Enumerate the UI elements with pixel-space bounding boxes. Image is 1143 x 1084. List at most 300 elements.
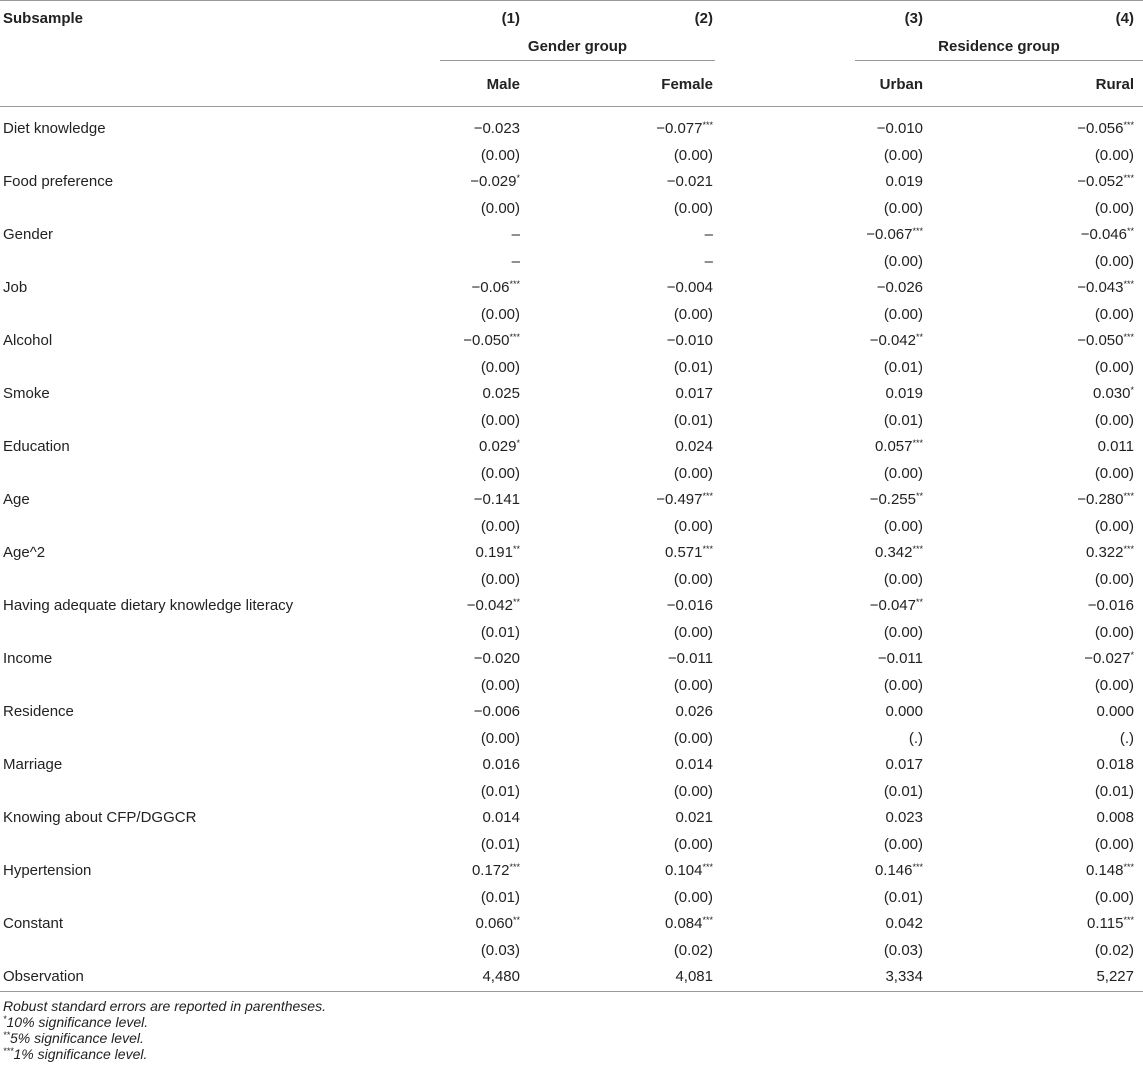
coef-value: −0.006 [473, 703, 520, 720]
table-row-observation [0, 964, 1143, 991]
coef-value: 0.011 [1097, 438, 1134, 455]
coef-value: 0.000 [885, 703, 923, 720]
se-cell-rural: (0.01) [1094, 782, 1134, 800]
se-cell-female: (0.00) [673, 517, 713, 535]
significance-stars: *** [702, 491, 713, 501]
coef-value: 0.571 [664, 544, 703, 561]
row-label: Knowing about CFP/DGGCR [3, 809, 197, 826]
coef-value: −0.010 [666, 332, 713, 349]
coef-value: 0.030 [1092, 385, 1131, 402]
row-label: Constant [3, 915, 64, 932]
note-text: 1% significance level. [13, 1045, 148, 1062]
coef-value: 0.025 [482, 385, 520, 402]
coef-value: −0.047 [869, 597, 916, 614]
coef-cell-rural [923, 487, 1143, 514]
header-male: Male [486, 75, 520, 93]
table-row [0, 858, 1143, 885]
se-cell-female: (0.01) [673, 411, 713, 429]
row-label: Food preference [3, 173, 114, 190]
row-label: Marriage [3, 756, 63, 773]
table-row [0, 646, 1143, 673]
coef-cell-urban [715, 434, 923, 461]
significance-stars: *** [912, 438, 923, 448]
coef-cell-rural [923, 328, 1143, 355]
coef-value: −0.020 [473, 650, 520, 667]
header-row-groups [0, 38, 1143, 62]
table-row [0, 328, 1143, 355]
table-row-se [0, 249, 1143, 276]
coef-value: −0.011 [877, 650, 923, 667]
coef-cell-female [520, 699, 715, 726]
table-row-se [0, 938, 1143, 965]
se-cell-urban: (0.01) [883, 782, 923, 800]
header-female: Female [661, 75, 713, 93]
se-cell-male: (0.00) [480, 146, 520, 164]
note-text: 10% significance level. [6, 1013, 149, 1030]
coef-value: – [511, 226, 520, 243]
coef-cell-urban [715, 222, 923, 249]
coef-cell-male [420, 328, 520, 355]
se-cell-female: (0.00) [673, 146, 713, 164]
coef-value: 0.146 [874, 862, 913, 879]
significance-stars: * [1130, 385, 1134, 395]
table-row [0, 805, 1143, 832]
coef-value: −0.06 [471, 279, 510, 296]
significance-stars: *** [702, 862, 713, 872]
coef-value: 0.148 [1085, 862, 1124, 879]
coef-value: 0.191 [475, 544, 513, 561]
row-label: Income [3, 650, 53, 667]
note-mark: *** [3, 1045, 14, 1056]
header-col-4: (4) [1115, 10, 1134, 27]
coef-value: 0.023 [885, 809, 923, 826]
significance-stars: *** [509, 862, 520, 872]
se-cell-rural: (0.00) [1094, 570, 1134, 588]
significance-stars: *** [1123, 491, 1134, 501]
se-cell-urban: (0.00) [883, 835, 923, 853]
se-cell-urban: (0.00) [883, 517, 923, 535]
coef-cell-rural [923, 911, 1143, 938]
se-cell-urban: (0.03) [883, 941, 923, 959]
note-line [3, 998, 1143, 1014]
coef-value: 0.029 [478, 438, 517, 455]
coef-value: 0.342 [874, 544, 913, 561]
coef-value: 0.017 [675, 385, 713, 402]
coef-cell-urban [715, 911, 923, 938]
coef-value: 0.115 [1087, 915, 1124, 932]
coef-value: −0.046 [1080, 226, 1127, 243]
coef-value: 0.019 [885, 385, 923, 402]
coef-cell-rural [923, 169, 1143, 196]
significance-stars: * [516, 173, 520, 183]
coef-value: 0.057 [874, 438, 913, 455]
se-cell-male: (0.01) [480, 835, 520, 853]
coef-cell-female [520, 107, 715, 143]
significance-stars: ** [915, 491, 923, 501]
se-cell-rural: (0.00) [1094, 252, 1134, 270]
significance-stars: *** [1123, 544, 1134, 554]
se-cell-urban: (0.00) [883, 305, 923, 323]
coef-cell-male [420, 646, 520, 673]
significance-stars: ** [512, 915, 520, 925]
coef-value: −0.042 [869, 332, 916, 349]
table-row-se [0, 567, 1143, 594]
se-cell-rural: (0.02) [1094, 941, 1134, 959]
coef-value: 0.017 [885, 756, 923, 773]
se-cell-male: (0.00) [480, 358, 520, 376]
header-col-3: (3) [904, 10, 923, 27]
significance-stars: *** [912, 862, 923, 872]
significance-stars: *** [1123, 862, 1134, 872]
coef-cell-urban [715, 805, 923, 832]
coef-value: −0.052 [1077, 173, 1124, 190]
table-row [0, 107, 1143, 143]
coef-value: −0.029 [470, 173, 517, 190]
coef-cell-male [420, 169, 520, 196]
significance-stars: *** [1123, 173, 1134, 183]
significance-stars: *** [509, 332, 520, 342]
coef-value: 0.019 [885, 173, 923, 190]
coef-cell-female [520, 752, 715, 779]
se-cell-female: (0.00) [673, 888, 713, 906]
coef-cell-female [520, 275, 715, 302]
se-cell-rural: (0.00) [1094, 517, 1134, 535]
coef-cell-female [520, 911, 715, 938]
se-cell-urban: (0.00) [883, 146, 923, 164]
coef-value: −0.141 [473, 491, 520, 508]
coef-cell-rural [923, 646, 1143, 673]
table-row-se [0, 726, 1143, 753]
coef-cell-urban [715, 593, 923, 620]
se-cell-urban: (0.00) [883, 676, 923, 694]
table-row [0, 593, 1143, 620]
coef-value: −0.010 [876, 120, 923, 137]
se-cell-female: (0.00) [673, 623, 713, 641]
table-row [0, 222, 1143, 249]
coef-value: −0.023 [473, 120, 520, 137]
coef-value: −0.043 [1077, 279, 1124, 296]
coef-cell-urban [715, 169, 923, 196]
se-cell-female: (0.00) [673, 676, 713, 694]
header-rural: Rural [1095, 75, 1134, 93]
coef-cell-rural [923, 275, 1143, 302]
table-row [0, 275, 1143, 302]
significance-stars: * [516, 438, 520, 448]
coef-cell-urban [715, 646, 923, 673]
note-text: Robust standard errors are reported in parentheses. [3, 997, 326, 1014]
header-gender-group: Gender group [440, 38, 715, 61]
se-cell-male: (0.00) [480, 464, 520, 482]
row-label: Diet knowledge [3, 120, 106, 137]
coef-cell-rural [923, 540, 1143, 567]
coef-cell-male [420, 487, 520, 514]
coef-cell-rural [923, 381, 1143, 408]
coef-value: −0.056 [1077, 120, 1124, 137]
coef-cell-urban [715, 275, 923, 302]
coef-cell-rural [923, 593, 1143, 620]
note-mark: ** [3, 1029, 11, 1040]
table-row-se [0, 408, 1143, 435]
se-cell-urban: (0.01) [883, 358, 923, 376]
coef-cell-male [420, 805, 520, 832]
row-label: Age [3, 491, 30, 508]
se-cell-urban: (0.01) [883, 411, 923, 429]
se-cell-male: (0.03) [480, 941, 520, 959]
significance-stars: *** [1123, 332, 1134, 342]
se-cell-rural: (0.00) [1094, 835, 1134, 853]
coef-cell-urban [715, 107, 923, 143]
coef-value: −0.067 [866, 226, 913, 243]
significance-stars: *** [702, 544, 713, 554]
coef-value: −0.050 [463, 332, 510, 349]
coef-value: 0.026 [675, 703, 713, 720]
row-label: Education [3, 438, 70, 455]
coef-value: −0.011 [667, 650, 713, 667]
coef-cell-rural [923, 805, 1143, 832]
table-row-se [0, 461, 1143, 488]
observation-male: 4,480 [420, 964, 520, 991]
coef-cell-female [520, 540, 715, 567]
coef-value: 0.000 [1096, 703, 1134, 720]
note-text: 5% significance level. [10, 1029, 144, 1046]
coef-cell-female [520, 222, 715, 249]
se-cell-female: – [704, 252, 713, 270]
coef-cell-rural [923, 699, 1143, 726]
se-cell-rural: (0.00) [1094, 676, 1134, 694]
coef-cell-female [520, 593, 715, 620]
header-row-subgroups [0, 62, 1143, 107]
coef-value: −0.050 [1077, 332, 1124, 349]
coef-value: 0.014 [675, 756, 713, 773]
se-cell-urban: (0.01) [883, 888, 923, 906]
se-cell-female: (0.00) [673, 782, 713, 800]
se-cell-male: (0.01) [480, 623, 520, 641]
significance-stars: ** [915, 597, 923, 607]
se-cell-urban: (0.00) [883, 570, 923, 588]
significance-stars: *** [1123, 915, 1134, 925]
coef-value: – [704, 226, 713, 243]
se-cell-female: (0.00) [673, 729, 713, 747]
se-cell-male: (0.00) [480, 570, 520, 588]
coef-value: −0.497 [656, 491, 703, 508]
se-cell-male: (0.00) [480, 411, 520, 429]
significance-stars: ** [512, 597, 520, 607]
coef-cell-female [520, 169, 715, 196]
header-row-numbers [0, 1, 1143, 39]
significance-stars: *** [702, 915, 713, 925]
coef-cell-male [420, 540, 520, 567]
significance-stars: * [1130, 650, 1134, 660]
se-cell-female: (0.00) [673, 835, 713, 853]
coef-value: 0.322 [1085, 544, 1124, 561]
coef-value: −0.077 [656, 120, 703, 137]
table-row [0, 699, 1143, 726]
row-label: Gender [3, 226, 54, 243]
row-label: Having adequate dietary knowledge literacy [3, 597, 294, 614]
se-cell-rural: (0.00) [1094, 305, 1134, 323]
observation-female: 4,081 [520, 964, 715, 991]
coef-cell-male [420, 699, 520, 726]
table-row [0, 169, 1143, 196]
coef-cell-male [420, 434, 520, 461]
table-row [0, 752, 1143, 779]
table-row-se [0, 673, 1143, 700]
se-cell-rural: (0.00) [1094, 888, 1134, 906]
significance-stars: *** [912, 226, 923, 236]
coef-cell-urban [715, 858, 923, 885]
coef-cell-female [520, 487, 715, 514]
row-label: Smoke [3, 385, 50, 402]
coef-value: 0.024 [675, 438, 713, 455]
coef-cell-male [420, 381, 520, 408]
coef-value: 0.016 [482, 756, 520, 773]
se-cell-urban: (0.00) [883, 199, 923, 217]
significance-stars: ** [1126, 226, 1134, 236]
row-label: Job [3, 279, 28, 296]
coef-cell-urban [715, 699, 923, 726]
table-row [0, 381, 1143, 408]
coef-cell-female [520, 328, 715, 355]
se-cell-rural: (0.00) [1094, 146, 1134, 164]
se-cell-female: (0.00) [673, 305, 713, 323]
se-cell-rural: (0.00) [1094, 411, 1134, 429]
coef-cell-urban [715, 487, 923, 514]
coef-cell-male [420, 275, 520, 302]
coef-cell-female [520, 858, 715, 885]
coef-cell-rural [923, 434, 1143, 461]
coef-value: 0.042 [885, 915, 923, 932]
coef-cell-urban [715, 328, 923, 355]
table-row-se [0, 514, 1143, 541]
significance-stars: *** [1123, 120, 1134, 130]
note-mark: * [3, 1013, 7, 1024]
significance-stars: ** [512, 544, 520, 554]
significance-stars: *** [702, 120, 713, 130]
se-cell-female: (0.00) [673, 199, 713, 217]
se-cell-rural: (0.00) [1094, 464, 1134, 482]
coef-cell-male [420, 593, 520, 620]
se-cell-rural: (0.00) [1094, 623, 1134, 641]
header-subsample: Subsample [3, 10, 84, 27]
coef-value: −0.004 [666, 279, 713, 296]
se-cell-urban: (0.00) [883, 464, 923, 482]
table-row-se [0, 832, 1143, 859]
coef-value: −0.016 [666, 597, 713, 614]
coef-cell-rural [923, 858, 1143, 885]
table-row-se [0, 885, 1143, 912]
significance-stars: *** [912, 544, 923, 554]
note-line [3, 1030, 1143, 1046]
observation-urban: 3,334 [715, 964, 923, 991]
row-label: Age^2 [3, 544, 46, 561]
coef-cell-female [520, 805, 715, 832]
significance-stars: *** [509, 279, 520, 289]
coef-cell-male [420, 752, 520, 779]
coef-cell-male [420, 858, 520, 885]
coef-cell-rural [923, 107, 1143, 143]
table-notes [0, 992, 1143, 1062]
table-row-se [0, 196, 1143, 223]
observation-rural: 5,227 [923, 964, 1143, 991]
row-label: Hypertension [3, 862, 92, 879]
table-row [0, 540, 1143, 567]
coef-value: −0.280 [1077, 491, 1124, 508]
coef-value: 0.008 [1096, 809, 1134, 826]
coef-cell-rural [923, 752, 1143, 779]
coef-cell-urban [715, 540, 923, 567]
se-cell-male: (0.01) [480, 782, 520, 800]
table-header [0, 1, 1143, 107]
coef-value: −0.026 [876, 279, 923, 296]
table-row-se [0, 302, 1143, 329]
coef-cell-female [520, 646, 715, 673]
header-residence-group: Residence group [855, 38, 1143, 61]
table-row [0, 487, 1143, 514]
header-col-2: (2) [694, 10, 713, 27]
table-row-se [0, 779, 1143, 806]
se-cell-male: (0.01) [480, 888, 520, 906]
table-row-se [0, 143, 1143, 170]
coef-cell-urban [715, 752, 923, 779]
coef-value: −0.021 [666, 173, 713, 190]
header-urban: Urban [879, 75, 923, 93]
table-body [0, 107, 1143, 992]
se-cell-rural: (0.00) [1094, 199, 1134, 217]
coef-cell-rural [923, 222, 1143, 249]
note-line [3, 1014, 1143, 1030]
se-cell-rural: (0.00) [1094, 358, 1134, 376]
table-row [0, 911, 1143, 938]
row-label: Alcohol [3, 332, 53, 349]
header-col-1: (1) [501, 10, 520, 27]
coef-value: 0.104 [664, 862, 703, 879]
se-cell-male: (0.00) [480, 676, 520, 694]
table-row-se [0, 355, 1143, 382]
table-row-se [0, 620, 1143, 647]
se-cell-male: (0.00) [480, 305, 520, 323]
se-cell-female: (0.00) [673, 464, 713, 482]
coef-value: −0.027 [1084, 650, 1131, 667]
coef-value: 0.060 [475, 915, 513, 932]
row-label: Residence [3, 703, 74, 720]
row-label: Observation [0, 964, 420, 991]
se-cell-female: (0.01) [673, 358, 713, 376]
se-cell-urban: (0.00) [883, 252, 923, 270]
se-cell-male: – [511, 252, 520, 270]
coef-value: −0.042 [466, 597, 513, 614]
coef-cell-male [420, 107, 520, 143]
coef-value: 0.014 [482, 809, 520, 826]
se-cell-male: (0.00) [480, 517, 520, 535]
note-line [3, 1046, 1143, 1062]
se-cell-urban: (.) [908, 729, 923, 747]
significance-stars: *** [1123, 279, 1134, 289]
coef-cell-male [420, 911, 520, 938]
se-cell-urban: (0.00) [883, 623, 923, 641]
se-cell-female: (0.02) [673, 941, 713, 959]
coef-cell-male [420, 222, 520, 249]
significance-stars: ** [915, 332, 923, 342]
se-cell-female: (0.00) [673, 570, 713, 588]
coef-value: −0.016 [1087, 597, 1134, 614]
coef-cell-female [520, 381, 715, 408]
se-cell-rural: (.) [1119, 729, 1134, 747]
coef-value: 0.018 [1096, 756, 1134, 773]
se-cell-male: (0.00) [480, 199, 520, 217]
table-row [0, 434, 1143, 461]
coef-cell-urban [715, 381, 923, 408]
coef-value: 0.021 [675, 809, 713, 826]
